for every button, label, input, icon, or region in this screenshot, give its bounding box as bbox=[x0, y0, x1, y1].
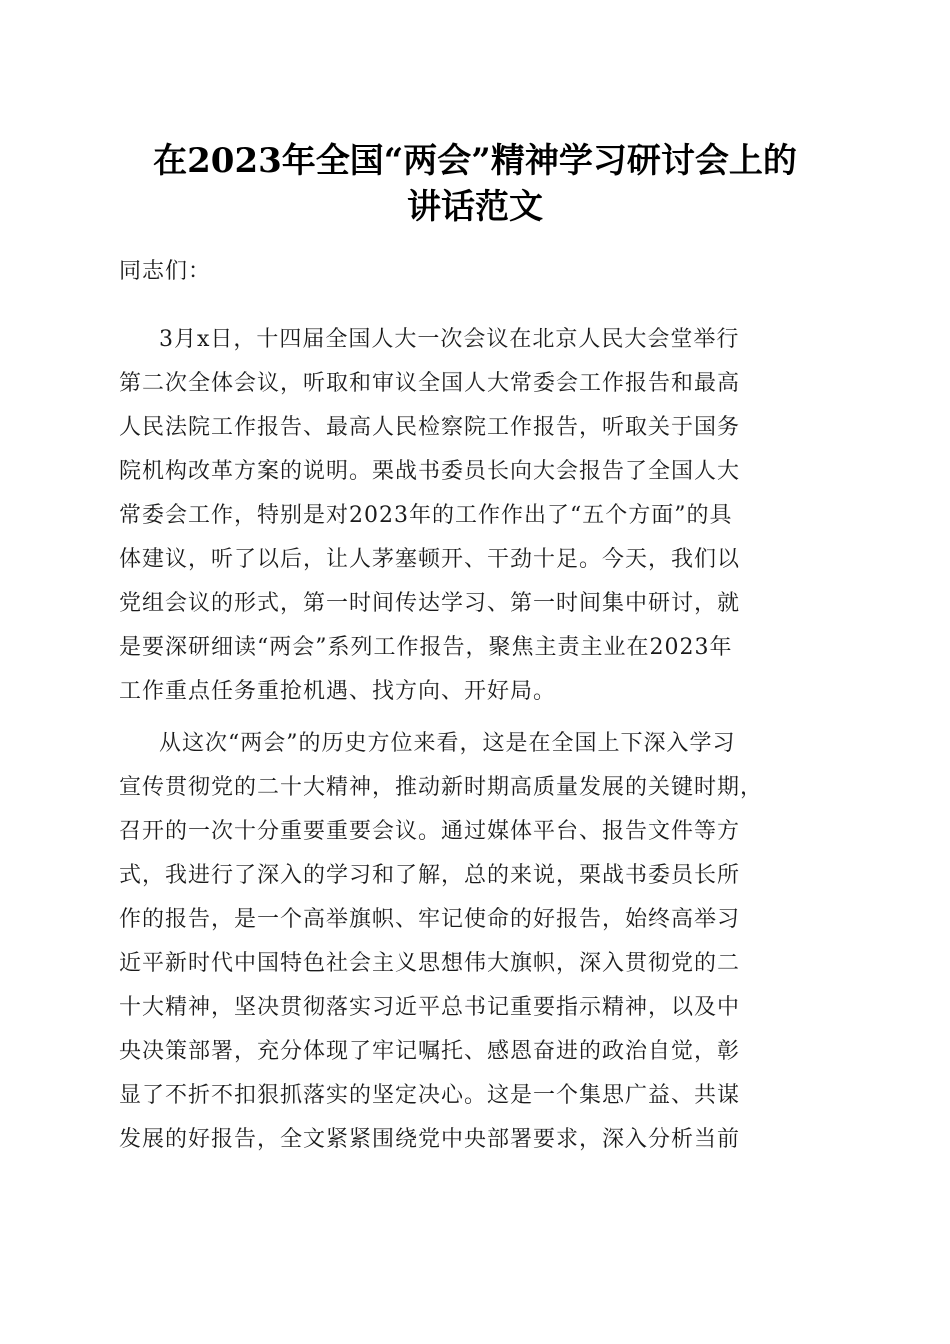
paragraph-line: 人民法院工作报告、最高人民检察院工作报告，听取关于国务 bbox=[119, 415, 741, 440]
paragraph-line: 作的报告，是一个高举旗帜、牢记使命的好报告，始终高举习 bbox=[119, 907, 741, 932]
document-title-line-1: 在2023年全国“两会”精神学习研讨会上的 bbox=[153, 141, 797, 181]
paragraph-line: 工作重点任务重抢机遇、找方向、开好局。 bbox=[119, 679, 557, 704]
paragraph-line: 显了不折不扣狠抓落实的坚定决心。这是一个集思广益、共谋 bbox=[119, 1083, 741, 1108]
paragraph-line: 院机构改革方案的说明。栗战书委员长向大会报告了全国人大 bbox=[119, 459, 741, 484]
paragraph-line: 党组会议的形式，第一时间传达学习、第一时间集中研讨，就 bbox=[119, 591, 741, 616]
paragraph-line: 发展的好报告，全文紧紧围绕党中央部署要求，深入分析当前 bbox=[119, 1127, 741, 1152]
paragraph-1 bbox=[119, 318, 829, 714]
document-title-line-2: 讲话范文 bbox=[407, 187, 543, 227]
paragraph-line: 第二次全体会议，听取和审议全国人大常委会工作报告和最高 bbox=[119, 371, 741, 396]
paragraph-2 bbox=[119, 722, 829, 1162]
paragraph-line: 常委会工作，特别是对2023年的工作作出了“五个方面”的具 bbox=[119, 503, 733, 528]
paragraph-line: 是要深研细读“两会”系列工作报告，聚焦主责主业在2023年 bbox=[119, 635, 733, 660]
paragraph-line: 近平新时代中国特色社会主义思想伟大旗帜，深入贯彻党的二 bbox=[119, 951, 741, 976]
paragraph-line: 从这次“两会”的历史方位来看，这是在全国上下深入学习 bbox=[159, 731, 736, 756]
paragraph-line: 十大精神，坚决贯彻落实习近平总书记重要指示精神，以及中 bbox=[119, 995, 741, 1020]
paragraph-line: 式，我进行了深入的学习和了解，总的来说，栗战书委员长所 bbox=[119, 863, 741, 888]
paragraph-line: 3月x日，十四届全国人大一次会议在北京人民大会堂举行 bbox=[159, 327, 740, 352]
paragraph-line: 体建议，听了以后，让人茅塞顿开、干劲十足。今天，我们以 bbox=[119, 547, 741, 572]
greeting: 同志们： bbox=[119, 259, 212, 284]
paragraph-line: 召开的一次十分重要重要会议。通过媒体平台、报告文件等方 bbox=[119, 819, 741, 844]
paragraph-line: 央决策部署，充分体现了牢记嘱托、感恩奋进的政治自觉，彰 bbox=[119, 1039, 741, 1064]
paragraph-line: 宣传贯彻党的二十大精神，推动新时期高质量发展的关键时期， bbox=[119, 775, 764, 800]
